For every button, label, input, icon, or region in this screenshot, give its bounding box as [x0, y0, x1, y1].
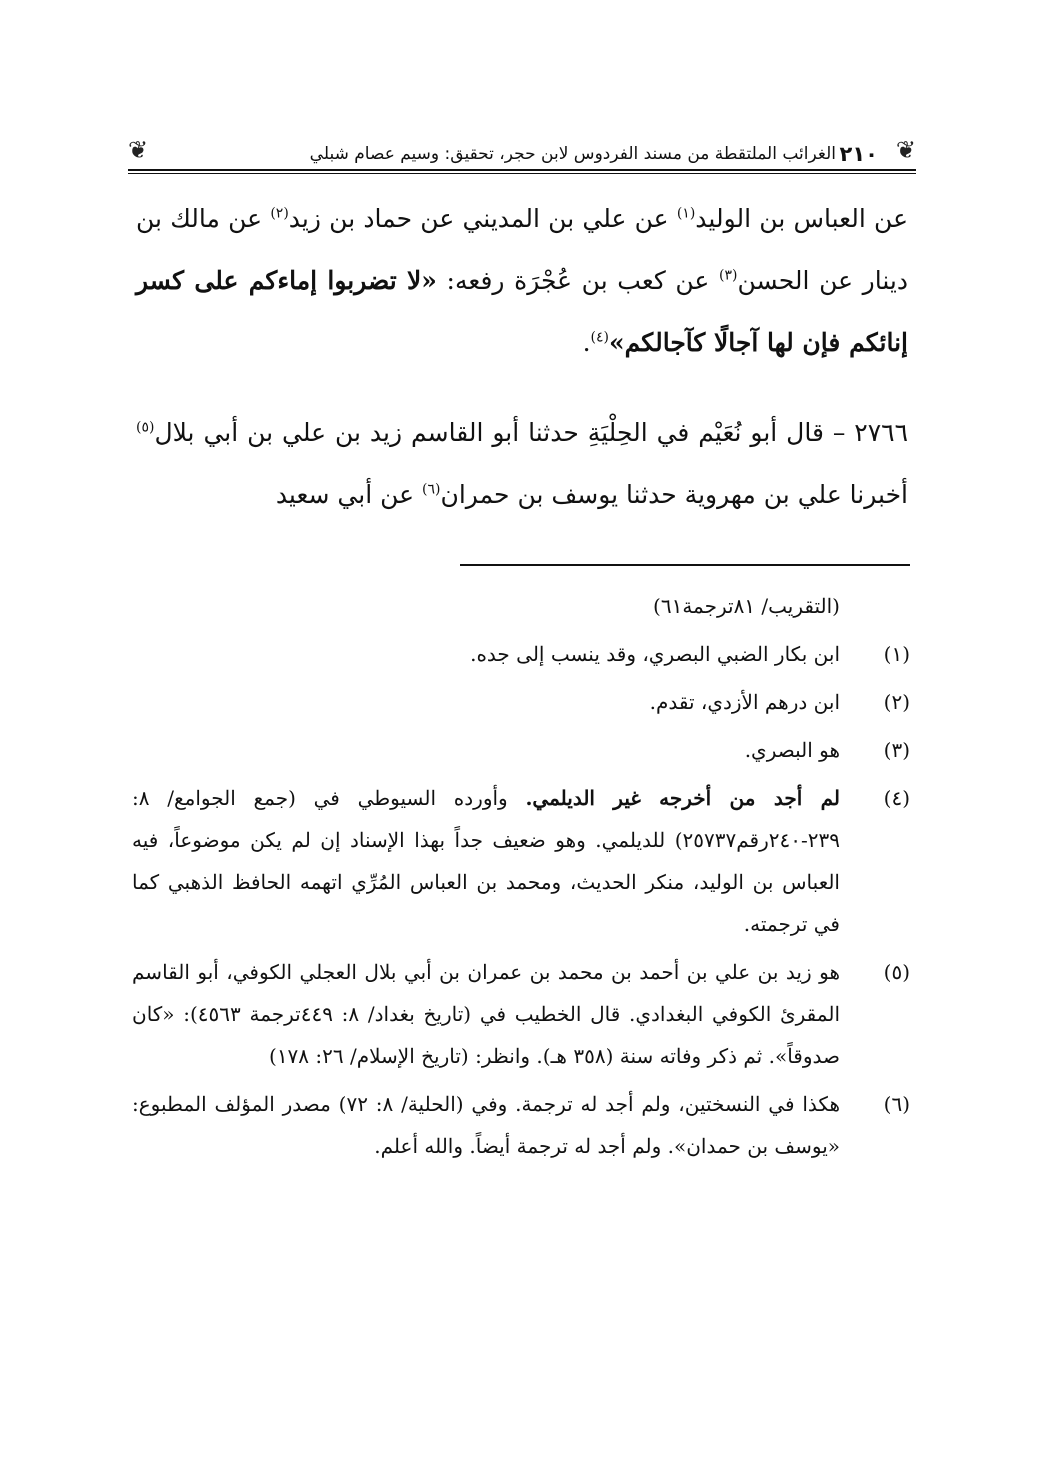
hadith-paragraph-1 — [136, 188, 908, 374]
footnote-ref: (٢) — [270, 205, 289, 222]
footnote-3 — [132, 729, 910, 771]
running-title: الغرائب الملتقطة من مسند الفردوس لابن حجر، تحقيق: وسيم عصام شبلي — [309, 144, 836, 164]
footnote-6 — [132, 1083, 910, 1167]
footnote-2 — [132, 681, 910, 723]
ornament-left-icon: ❦ — [128, 136, 149, 164]
footnote-number: (٢) — [883, 690, 910, 714]
text-run: عن العباس بن الوليد — [695, 204, 908, 233]
footnote-ref: (٦) — [422, 481, 441, 498]
footnote-5 — [132, 951, 910, 1077]
footnote-text: (التقريب/ ٨١ترجمة٦١) — [653, 594, 840, 618]
footnote-number: (٥) — [883, 960, 910, 984]
footnote-number: (٦) — [883, 1092, 910, 1116]
footnote-ref: (١) — [676, 205, 696, 222]
footnote-number: (١) — [883, 642, 910, 666]
footnotes — [132, 585, 910, 1173]
footnote-text: هو البصري. — [744, 738, 840, 762]
header-rule-thin — [128, 173, 916, 174]
text-run: أخبرنا علي بن مهروية حدثنا يوسف بن حمران — [440, 480, 908, 509]
header-rule-thick — [128, 169, 916, 171]
footnote-body: وأورده السيوطي في (جمع الجوامع/ ٨: ٢٣٩-٢٤٠رقم٢٥٧٣٧) للديلمي. وهو ضعيف جداً بهذا الإسناد إن لم يكن موضوعاً، فيه العباس بن الوليد، منكر الحديث، ومحمد بن العباس المُرِّي اتهمه الحافظ الذهبي كما في ترجمته. — [132, 786, 840, 936]
footnote-bold-lead: لم أجد من أخرجه غير الديلمي. — [525, 786, 841, 810]
ornament-right-icon: ❦ — [895, 136, 916, 164]
hadith-matn: «لا تضربوا إماءكم على كسر إنائكم فإن لها آجالًا كآجالكم» — [136, 266, 908, 357]
footnote-text: هكذا في النسختين، ولم أجد له ترجمة. وفي (الحلية/ ٨: ٧٢) مصدر المؤلف المطبوع: «يوسف بن حمدان». ولم أجد له ترجمة أيضاً. والله أعلم. — [132, 1092, 840, 1158]
text-run: عن علي بن المديني عن حماد بن زيد — [288, 204, 677, 233]
footnote-text — [132, 777, 840, 945]
text-run: عن مالك بن دينار عن الحسن — [136, 204, 909, 295]
footnote-number: (٣) — [883, 738, 910, 762]
hadith-paragraph-2 — [136, 402, 908, 526]
footnote-text: هو زيد بن علي بن أحمد بن محمد بن عمران بن أبي بلال العجلي الكوفي، أبو القاسم المقرئ الكوفي البغدادي. قال الخطيب في (تاريخ بغداد/ ٨: ٤٤٩ترجمة ٤٥٦٣): «كان صدوقاً». ثم ذكر وفاته سنة (٣٥٨ هـ). وانظر: (تاريخ الإسلام/ ٢٦: ١٧٨) — [132, 960, 841, 1068]
text-run: عن كعب بن عُجْرَة رفعه: — [436, 266, 719, 295]
text-run: عن أبي سعيد — [275, 480, 423, 509]
running-header — [128, 136, 916, 176]
page-number: ٢١٠ — [839, 142, 878, 166]
footnote-ref: (٥) — [136, 419, 155, 436]
footnote-separator — [460, 564, 910, 566]
text-run: . — [582, 328, 591, 357]
footnote-text: ابن درهم الأزدي، تقدم. — [649, 690, 840, 714]
footnote-ref: (٤) — [590, 329, 610, 346]
text-run: ٢٧٦٦ – قال أبو نُعَيْم في الحِلْيَةِ حدثنا أبو القاسم زيد بن علي بن أبي بلال — [154, 418, 908, 447]
footnote-number: (٤) — [883, 786, 910, 810]
footnote-ref: (٣) — [718, 267, 738, 284]
main-text — [136, 188, 908, 526]
footnote-4 — [132, 777, 910, 945]
footnote-continuation — [132, 585, 910, 627]
footnote-text: ابن بكار الضبي البصري، وقد ينسب إلى جده. — [470, 642, 840, 666]
footnote-1 — [132, 633, 910, 675]
